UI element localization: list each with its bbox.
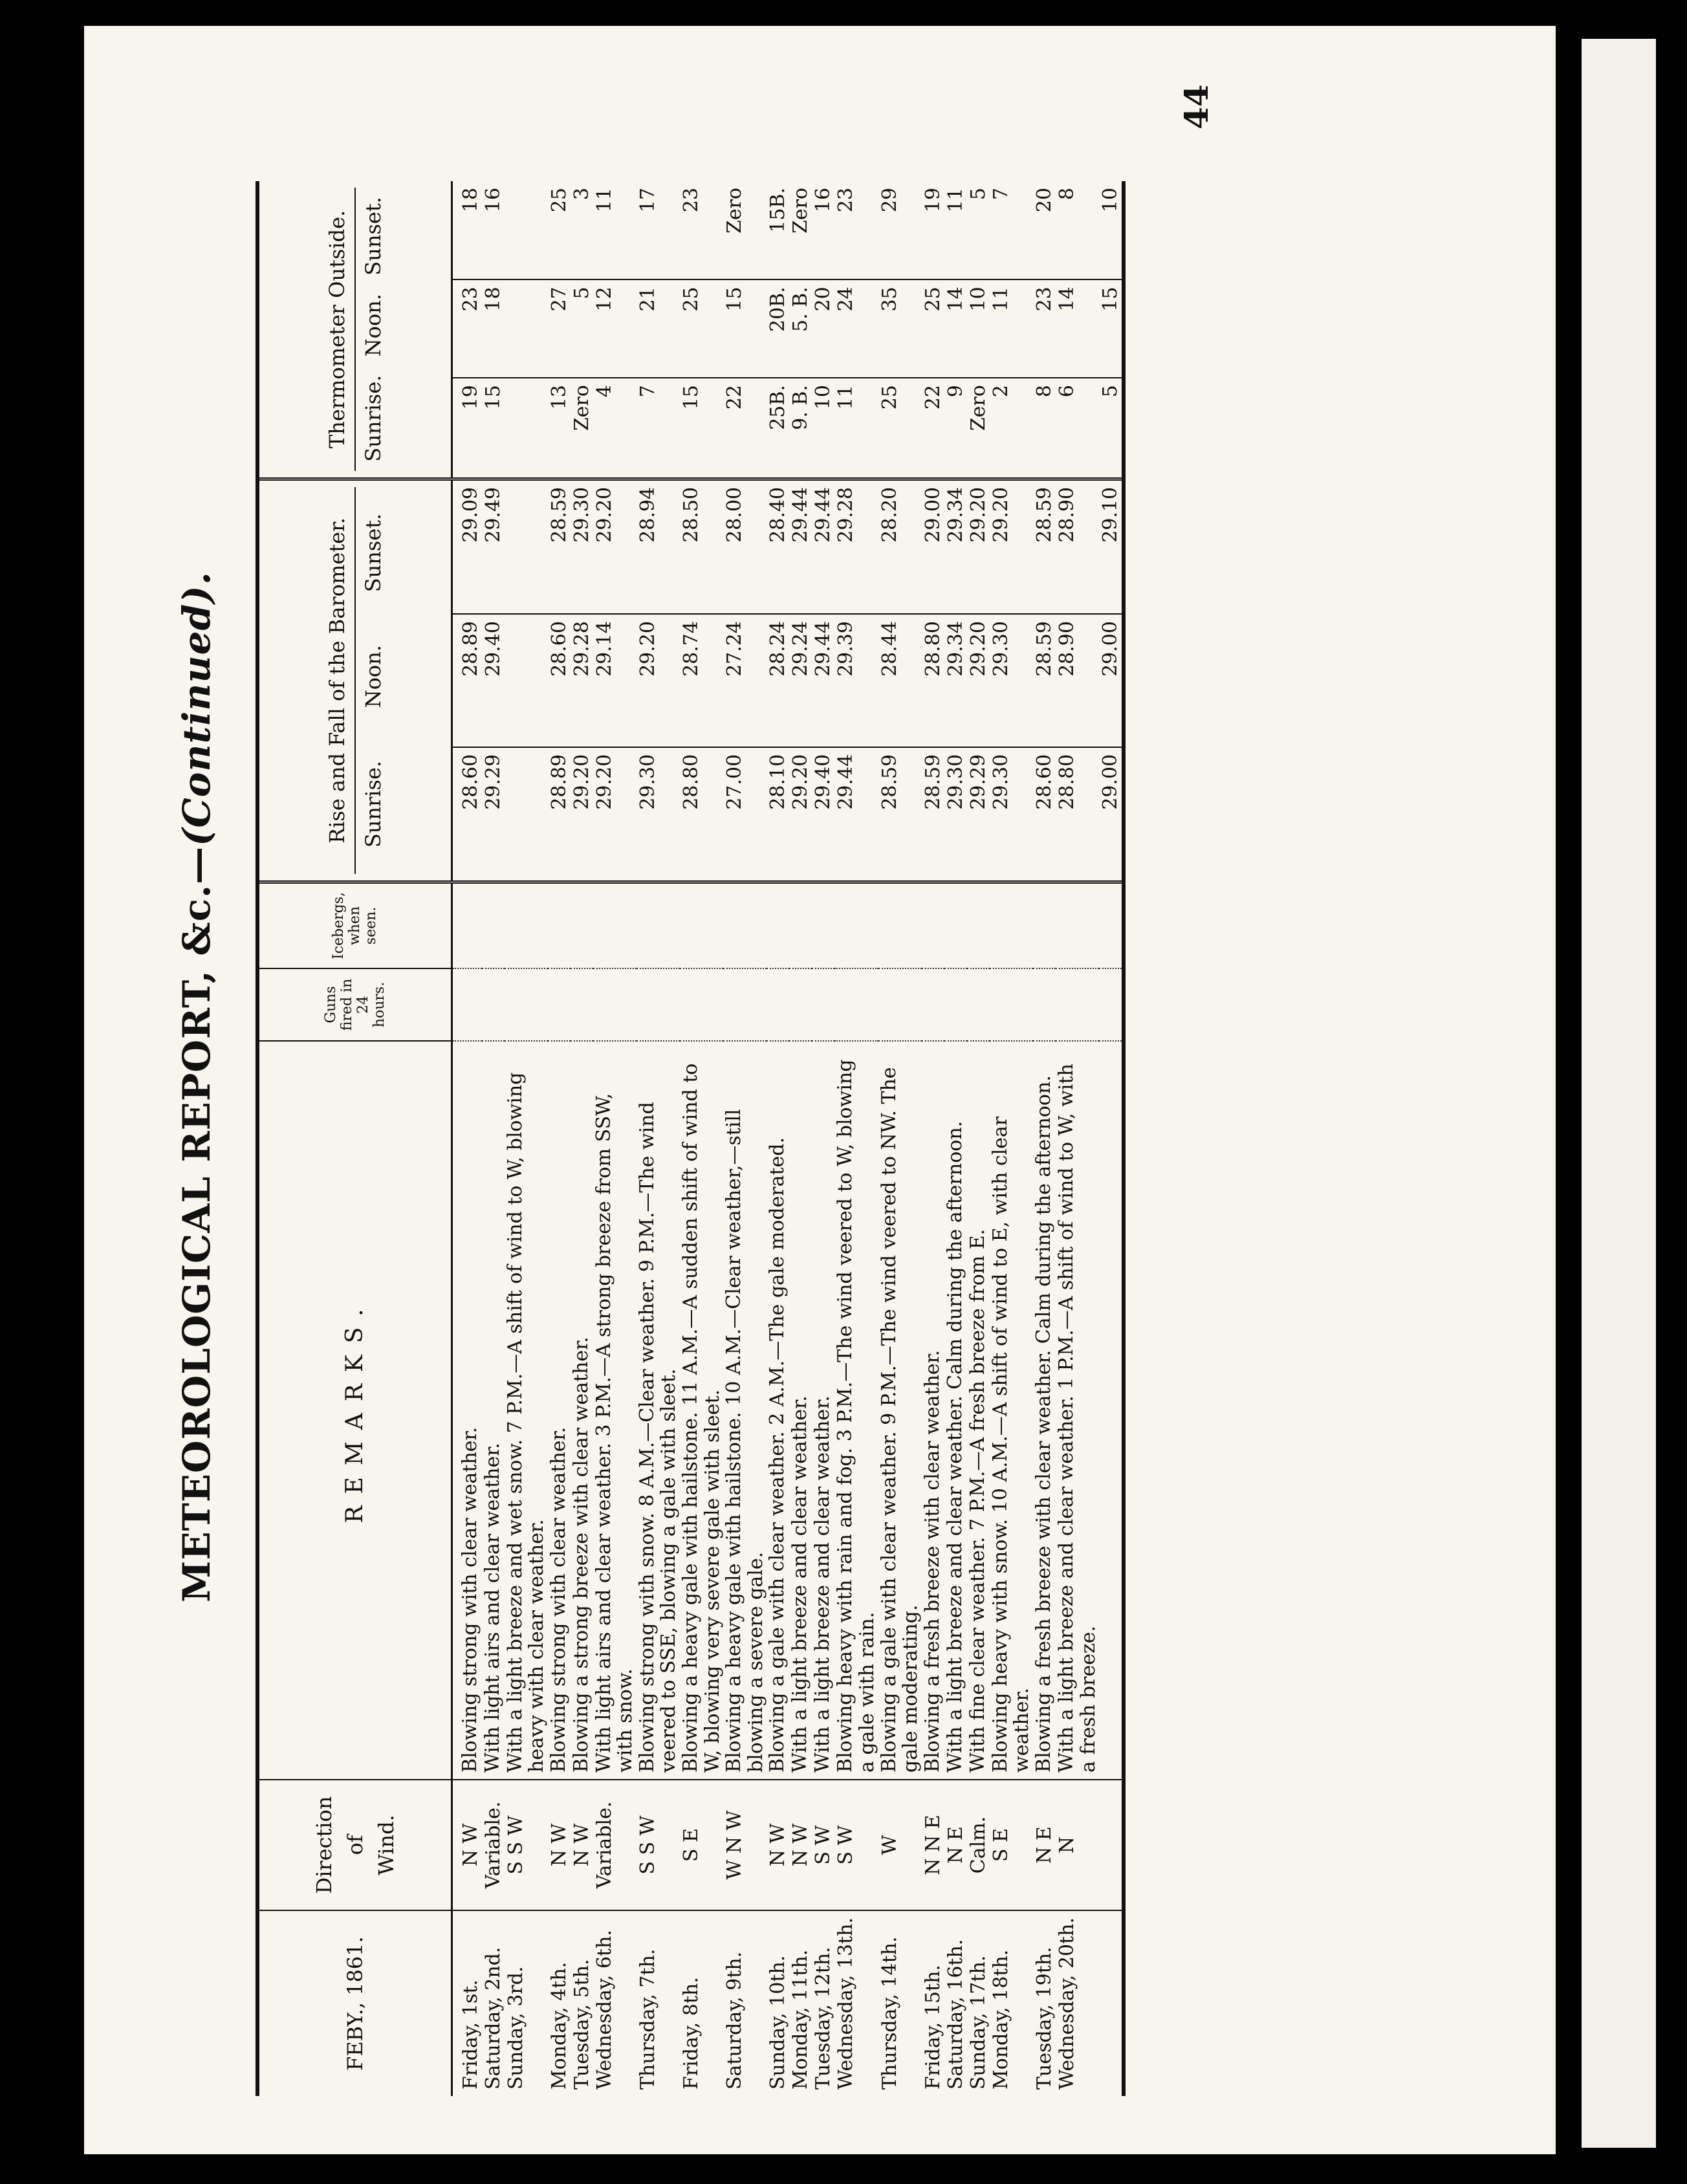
- row-thermo-noon: 21: [637, 279, 680, 378]
- row-date: Wednesday, 6th.: [593, 1930, 616, 2090]
- row-thermo-sunrise: 10: [812, 378, 834, 479]
- col-icebergs-header: Icebergs, when seen.: [257, 882, 452, 968]
- row-baro-sunset: 28.40: [767, 479, 789, 614]
- row-thermo-sunrise: 22: [922, 378, 944, 479]
- row-date: Thursday, 14th.: [878, 1936, 901, 2090]
- table-row: [1099, 181, 1124, 2096]
- row-baro-sunset: 29.49: [482, 479, 505, 614]
- row-wind: N: [1056, 1780, 1099, 1910]
- table-row: [593, 181, 637, 2096]
- row-baro-noon: 29.28: [571, 614, 593, 747]
- row-wind: S S W: [505, 1780, 548, 1910]
- row-wind: N W: [767, 1780, 789, 1910]
- col-wind-header: Direction of Wind.: [257, 1780, 452, 1910]
- row-remarks: With light airs and clear weather.: [482, 1041, 505, 1780]
- row-guns: [878, 968, 922, 1041]
- row-icebergs: [482, 882, 505, 968]
- row-icebergs: [452, 882, 482, 968]
- row-guns: [637, 968, 680, 1041]
- row-baro-sunrise: 29.30: [637, 747, 680, 882]
- row-guns: [593, 968, 637, 1041]
- table-row: [637, 181, 680, 2096]
- row-baro-sunset: 28.50: [680, 479, 723, 614]
- row-baro-sunset: 28.20: [878, 479, 922, 614]
- table-row: [767, 181, 789, 2096]
- row-date: Saturday, 2nd.: [481, 1947, 505, 2090]
- table-row: [1056, 181, 1099, 2096]
- row-icebergs: [505, 882, 548, 968]
- row-baro-sunrise: 29.30: [944, 747, 967, 882]
- row-baro-sunrise: 29.40: [812, 747, 834, 882]
- table-row: [680, 181, 723, 2096]
- table-row: [723, 181, 767, 2096]
- row-guns: [944, 968, 967, 1041]
- col-barometer-header: Rise and Fall of the Barometer. Sunrise. Noon. Sunset.: [257, 479, 452, 882]
- row-icebergs: [789, 882, 812, 968]
- row-wind: N E: [944, 1780, 967, 1910]
- row-wind: S S W: [637, 1780, 680, 1910]
- row-date: Tuesday, 12th.: [812, 1947, 835, 2090]
- row-thermo-sunrise: 22: [723, 378, 767, 479]
- row-thermo-sunset: 3: [571, 181, 593, 279]
- row-guns: [482, 968, 505, 1041]
- row-thermo-sunset: 19: [922, 181, 944, 279]
- row-baro-sunrise: 29.44: [834, 747, 878, 882]
- row-thermo-sunset: 11: [593, 181, 637, 279]
- row-baro-sunset: 28.59: [1033, 479, 1056, 614]
- row-thermo-sunset: 10: [1099, 181, 1124, 279]
- row-remarks: Blowing strong with snow. 8 A.M.—Clear weather. 9 P.M.—The wind veered to SSE, blowing a gale with sleet.: [637, 1041, 680, 1780]
- row-remarks: Blowing a fresh breeze with clear weather. Calm during the afternoon.: [1033, 1041, 1056, 1780]
- row-guns: [922, 968, 944, 1041]
- row-thermo-noon: 25: [680, 279, 723, 378]
- row-date: Saturday, 9th.: [723, 1951, 746, 2090]
- row-baro-noon: 29.34: [944, 614, 967, 747]
- rotated-report: [175, 26, 1371, 2096]
- row-wind: W N W: [723, 1780, 767, 1910]
- row-date: Monday, 18th.: [989, 1949, 1012, 2090]
- row-thermo-sunset: 20: [1033, 181, 1056, 279]
- row-thermo-noon: 18: [482, 279, 505, 378]
- table-row: [990, 181, 1033, 2096]
- row-baro-sunset: 29.30: [571, 479, 593, 614]
- row-thermo-sunrise: 13: [548, 378, 571, 479]
- row-icebergs: [571, 882, 593, 968]
- row-remarks: With fine clear weather. 7 P.M.—A fresh breeze from E.: [967, 1041, 990, 1780]
- report-title-suffix: (Continued).: [175, 571, 219, 846]
- row-baro-sunset: 29.10: [1099, 479, 1124, 614]
- row-remarks: With a light breeze and clear weather. 1 P.M.—A shift of wind to W, with a fresh breeze.: [1056, 1041, 1099, 1780]
- row-guns: [452, 968, 482, 1041]
- row-date: Monday, 4th.: [547, 1961, 571, 2090]
- table-row: [922, 181, 944, 2096]
- row-thermo-sunset: 23: [834, 181, 878, 279]
- row-baro-sunset: 28.59: [548, 479, 571, 614]
- row-date: Friday, 15th.: [921, 1965, 944, 2090]
- row-icebergs: [593, 882, 637, 968]
- row-icebergs: [723, 882, 767, 968]
- row-baro-noon: 28.80: [922, 614, 944, 747]
- row-date: Sunday, 10th.: [767, 1955, 790, 2090]
- row-thermo-sunrise: 9: [944, 378, 967, 479]
- row-baro-sunset: 29.09: [452, 479, 482, 614]
- row-baro-noon: 29.20: [637, 614, 680, 747]
- table-body: [452, 181, 1124, 2096]
- row-baro-noon: 29.44: [812, 614, 834, 747]
- row-baro-noon: 29.00: [1099, 614, 1124, 747]
- row-wind: [1099, 1780, 1124, 1910]
- row-icebergs: [1099, 882, 1124, 968]
- row-date: Monday, 11th.: [789, 1949, 812, 2090]
- row-thermo-sunset: 5: [967, 181, 990, 279]
- row-baro-noon: 28.90: [1056, 614, 1099, 747]
- row-baro-sunrise: 28.60: [1033, 747, 1056, 882]
- row-wind: S E: [680, 1780, 723, 1910]
- row-wind: N W: [452, 1780, 482, 1910]
- row-remarks: Blowing a strong breeze with clear weather.: [571, 1041, 593, 1780]
- row-baro-sunrise: 29.29: [482, 747, 505, 882]
- table-row: [548, 181, 571, 2096]
- row-baro-sunrise: 28.80: [1056, 747, 1099, 882]
- row-baro-noon: 28.44: [878, 614, 922, 747]
- row-thermo-sunset: 7: [990, 181, 1033, 279]
- row-thermo-sunrise: 4: [593, 378, 637, 479]
- row-thermo-noon: 11: [990, 279, 1033, 378]
- row-thermo-sunrise: 6: [1056, 378, 1099, 479]
- row-baro-sunrise: 28.10: [767, 747, 789, 882]
- row-baro-noon: 29.24: [789, 614, 812, 747]
- table-row: [505, 181, 548, 2096]
- row-baro-noon: 29.30: [990, 614, 1033, 747]
- row-baro-noon: 29.39: [834, 614, 878, 747]
- row-baro-sunset: 29.20: [990, 479, 1033, 614]
- row-thermo-noon: 14: [944, 279, 967, 378]
- table-row: [452, 181, 482, 2096]
- row-date: [1099, 1910, 1124, 2096]
- row-thermo-sunrise: Zero: [571, 378, 593, 479]
- row-guns: [723, 968, 767, 1041]
- row-thermo-sunrise: 15: [680, 378, 723, 479]
- row-date: Sunday, 3rd.: [504, 1966, 527, 2090]
- row-thermo-noon: 14: [1056, 279, 1099, 378]
- row-thermo-sunset: 11: [944, 181, 967, 279]
- row-date: Saturday, 16th.: [944, 1939, 967, 2090]
- row-remarks: [1099, 1041, 1124, 1780]
- row-icebergs: [767, 882, 789, 968]
- row-thermo-sunrise: 9. B.: [789, 378, 812, 479]
- row-baro-sunset: 29.44: [789, 479, 812, 614]
- row-remarks: Blowing a gale with clear weather. 2 A.M.—The gale moderated.: [767, 1041, 789, 1780]
- row-remarks: With a light breeze and clear weather.: [812, 1041, 834, 1780]
- row-baro-noon: 29.20: [967, 614, 990, 747]
- table-row: [789, 181, 812, 2096]
- table-row: [1033, 181, 1056, 2096]
- row-icebergs: [922, 882, 944, 968]
- row-wind: Variable.: [593, 1780, 637, 1910]
- report-title-main: METEOROLOGICAL REPORT, &c.: [175, 884, 219, 1602]
- row-icebergs: [680, 882, 723, 968]
- row-wind: N N E: [922, 1780, 944, 1910]
- row-guns: [548, 968, 571, 1041]
- report-title: METEOROLOGICAL REPORT, &c.—(Continued).: [175, 571, 219, 1602]
- row-guns: [1033, 968, 1056, 1041]
- row-thermo-sunset: 17: [637, 181, 680, 279]
- row-guns: [990, 968, 1033, 1041]
- row-wind: S W: [812, 1780, 834, 1910]
- row-icebergs: [812, 882, 834, 968]
- row-thermo-sunset: 29: [878, 181, 922, 279]
- row-thermo-sunrise: [505, 378, 548, 479]
- row-icebergs: [990, 882, 1033, 968]
- row-baro-sunrise: 29.29: [967, 747, 990, 882]
- row-thermo-sunrise: 11: [834, 378, 878, 479]
- row-thermo-sunrise: Zero: [967, 378, 990, 479]
- row-icebergs: [548, 882, 571, 968]
- table-row: [878, 181, 922, 2096]
- row-thermo-noon: 24: [834, 279, 878, 378]
- row-date: Tuesday, 19th.: [1033, 1947, 1056, 2090]
- row-baro-noon: 28.60: [548, 614, 571, 747]
- row-baro-sunset: 28.00: [723, 479, 767, 614]
- row-baro-noon: 28.74: [680, 614, 723, 747]
- row-baro-sunset: 28.90: [1056, 479, 1099, 614]
- row-baro-sunrise: 28.80: [680, 747, 723, 882]
- row-thermo-sunset: Zero: [723, 181, 767, 279]
- row-remarks: Blowing heavy with rain and fog. 3 P.M.—The wind veered to W, blowing a gale with rain.: [834, 1041, 878, 1780]
- row-wind: S W: [834, 1780, 878, 1910]
- row-thermo-sunset: 23: [680, 181, 723, 279]
- row-baro-sunset: 28.94: [637, 479, 680, 614]
- row-remarks: With light airs and clear weather. 3 P.M.—A strong breeze from SSW, with snow.: [593, 1041, 637, 1780]
- row-thermo-noon: 12: [593, 279, 637, 378]
- row-baro-sunrise: 29.20: [593, 747, 637, 882]
- row-remarks: With a light breeze and clear weather.: [789, 1041, 812, 1780]
- row-baro-noon: [505, 614, 548, 747]
- row-baro-sunrise: 29.20: [789, 747, 812, 882]
- row-icebergs: [944, 882, 967, 968]
- row-baro-sunrise: 28.60: [452, 747, 482, 882]
- row-thermo-noon: 20B.: [767, 279, 789, 378]
- row-baro-sunset: 29.20: [593, 479, 637, 614]
- table-row: [571, 181, 593, 2096]
- row-guns: [834, 968, 878, 1041]
- row-guns: [812, 968, 834, 1041]
- row-thermo-sunrise: 5: [1099, 378, 1124, 479]
- row-thermo-sunset: 16: [812, 181, 834, 279]
- meteorological-table: [256, 181, 1126, 2096]
- row-baro-sunset: 29.44: [812, 479, 834, 614]
- row-guns: [571, 968, 593, 1041]
- row-baro-noon: 27.24: [723, 614, 767, 747]
- row-remarks: With a light breeze and clear weather. Calm during the afternoon.: [944, 1041, 967, 1780]
- row-thermo-sunset: 18: [452, 181, 482, 279]
- row-thermo-sunrise: 15: [482, 378, 505, 479]
- row-guns: [680, 968, 723, 1041]
- row-wind: N E: [1033, 1780, 1056, 1910]
- row-wind: Calm.: [967, 1780, 990, 1910]
- row-thermo-noon: 23: [452, 279, 482, 378]
- row-icebergs: [1056, 882, 1099, 968]
- row-icebergs: [967, 882, 990, 968]
- col-date-header: FEBY., 1861.: [257, 1910, 452, 2096]
- row-guns: [1099, 968, 1124, 1041]
- row-thermo-noon: 15: [723, 279, 767, 378]
- row-thermo-noon: 27: [548, 279, 571, 378]
- row-thermo-sunset: 25: [548, 181, 571, 279]
- row-thermo-sunrise: 25B.: [767, 378, 789, 479]
- row-baro-sunset: 29.00: [922, 479, 944, 614]
- row-thermo-sunset: Zero: [789, 181, 812, 279]
- row-date: Tuesday, 5th.: [570, 1959, 593, 2090]
- row-guns: [967, 968, 990, 1041]
- row-baro-noon: 28.59: [1033, 614, 1056, 747]
- row-date: Wednesday, 13th.: [834, 1917, 858, 2090]
- row-baro-sunrise: 28.89: [548, 747, 571, 882]
- row-baro-sunrise: 29.00: [1099, 747, 1124, 882]
- row-baro-sunset: [505, 479, 548, 614]
- row-icebergs: [878, 882, 922, 968]
- row-baro-noon: 28.89: [452, 614, 482, 747]
- row-thermo-sunset: [505, 181, 548, 279]
- row-thermo-sunrise: 2: [990, 378, 1033, 479]
- row-wind: N W: [789, 1780, 812, 1910]
- adjacent-page-edge: [1582, 39, 1656, 2148]
- row-thermo-sunset: 15B.: [767, 181, 789, 279]
- row-thermo-noon: 20: [812, 279, 834, 378]
- col-thermometer-header: Thermometer Outside. Sunrise. Noon. Sunset.: [257, 181, 452, 479]
- row-guns: [767, 968, 789, 1041]
- page-number: 44: [1177, 84, 1215, 129]
- row-baro-sunrise: [505, 747, 548, 882]
- table-row: [944, 181, 967, 2096]
- row-baro-sunrise: 27.00: [723, 747, 767, 882]
- row-thermo-sunset: 16: [482, 181, 505, 279]
- row-baro-sunset: 29.28: [834, 479, 878, 614]
- row-date: Wednesday, 20th.: [1056, 1917, 1078, 2090]
- row-icebergs: [637, 882, 680, 968]
- row-thermo-noon: 23: [1033, 279, 1056, 378]
- row-thermo-sunrise: 7: [637, 378, 680, 479]
- row-baro-noon: 28.24: [767, 614, 789, 747]
- row-remarks: Blowing a heavy gale with hailstone. 10 A.M.—Clear weather,—still blowing a severe gale.: [723, 1041, 767, 1780]
- row-wind: S E: [990, 1780, 1033, 1910]
- col-remarks-header: REMARKS.: [257, 1041, 452, 1780]
- row-thermo-noon: 15: [1099, 279, 1124, 378]
- row-thermo-noon: 5: [571, 279, 593, 378]
- row-remarks: Blowing strong with clear weather.: [548, 1041, 571, 1780]
- col-guns-header: Guns fired in 24 hours.: [257, 968, 452, 1041]
- table-row: [967, 181, 990, 2096]
- row-thermo-sunrise: 8: [1033, 378, 1056, 479]
- row-thermo-sunrise: 25: [878, 378, 922, 479]
- row-icebergs: [1033, 882, 1056, 968]
- row-date: Friday, 8th.: [680, 1977, 703, 2090]
- row-icebergs: [834, 882, 878, 968]
- table-row: [482, 181, 505, 2096]
- row-remarks: Blowing a gale with clear weather. 9 P.M.—The wind veered to NW. The gale moderating.: [878, 1041, 922, 1780]
- row-thermo-noon: 25: [922, 279, 944, 378]
- row-thermo-sunrise: 19: [452, 378, 482, 479]
- row-baro-sunset: 29.34: [944, 479, 967, 614]
- row-thermo-noon: 5. B.: [789, 279, 812, 378]
- row-date: Thursday, 7th.: [636, 1949, 659, 2090]
- row-baro-sunrise: 28.59: [878, 747, 922, 882]
- row-date: Sunday, 17th.: [966, 1955, 990, 2090]
- row-wind: N W: [548, 1780, 571, 1910]
- row-guns: [789, 968, 812, 1041]
- row-date: Friday, 1st.: [459, 1980, 482, 2090]
- table-row: [834, 181, 878, 2096]
- row-thermo-sunset: 8: [1056, 181, 1099, 279]
- row-wind: N W: [571, 1780, 593, 1910]
- row-baro-sunrise: 28.59: [922, 747, 944, 882]
- table-row: [812, 181, 834, 2096]
- row-wind: W: [878, 1780, 922, 1910]
- row-baro-sunset: 29.20: [967, 479, 990, 614]
- row-baro-sunrise: 29.20: [571, 747, 593, 882]
- row-remarks: Blowing heavy with snow. 10 A.M.—A shift of wind to E, with clear weather.: [990, 1041, 1033, 1780]
- row-baro-sunrise: 29.30: [990, 747, 1033, 882]
- row-thermo-noon: 10: [967, 279, 990, 378]
- row-guns: [1056, 968, 1099, 1041]
- row-thermo-noon: 35: [878, 279, 922, 378]
- row-baro-noon: 29.14: [593, 614, 637, 747]
- row-wind: Variable.: [482, 1780, 505, 1910]
- row-remarks: Blowing a fresh breeze with clear weather.: [922, 1041, 944, 1780]
- row-remarks: Blowing a heavy gale with hailstone. 11 A.M.—A sudden shift of wind to W, blowing very severe gale with sleet.: [680, 1041, 723, 1780]
- row-remarks: With a light breeze and wet snow. 7 P.M.—A shift of wind to W, blowing heavy with clear weather.: [505, 1041, 548, 1780]
- row-baro-noon: 29.40: [482, 614, 505, 747]
- row-guns: [505, 968, 548, 1041]
- row-remarks: Blowing strong with clear weather.: [452, 1041, 482, 1780]
- row-thermo-noon: [505, 279, 548, 378]
